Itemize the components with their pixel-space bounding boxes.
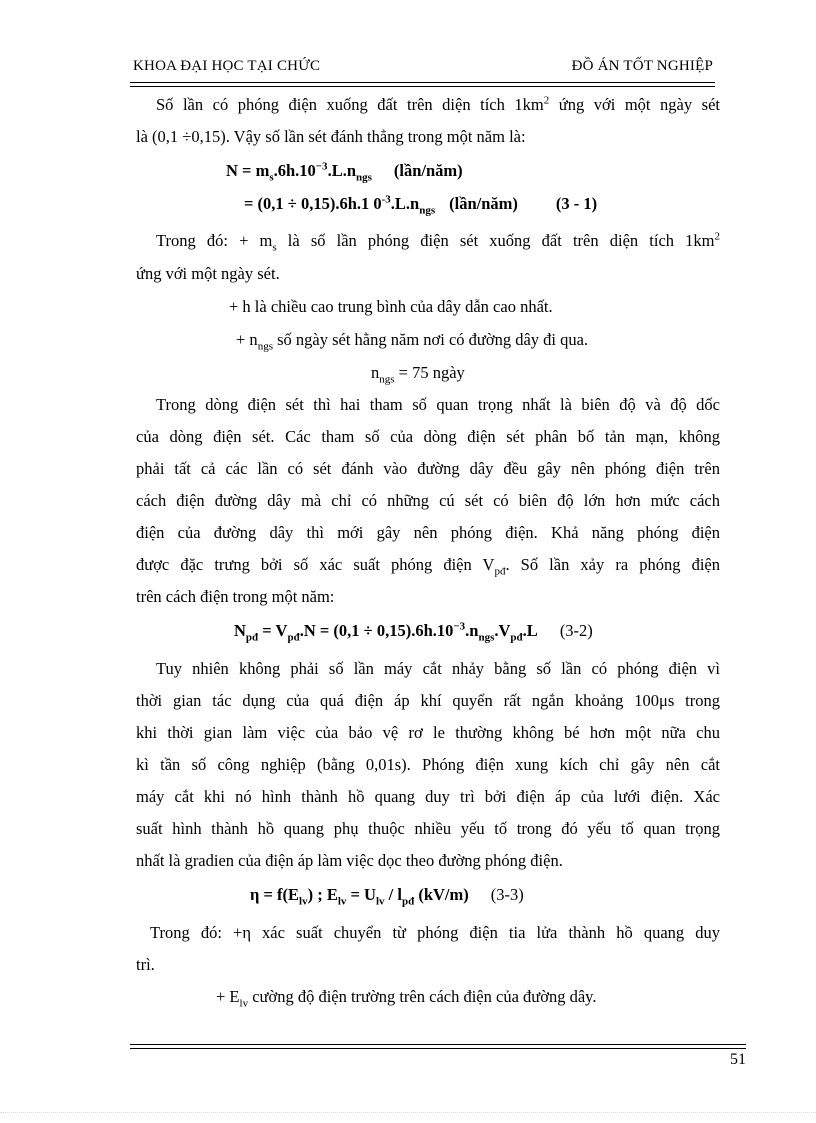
paragraph-line: Trong dòng điện sét thì hai tham số quan trọng nhất là biên độ và độ dốc <box>156 395 720 414</box>
footer-rule <box>130 1044 746 1049</box>
page-edge <box>0 1112 816 1114</box>
paragraph-line: được đặc trưng bởi số xác suất phóng điện $V_{pđ}$. Số lần xảy ra phóng điện <box>136 555 720 578</box>
paragraph-line: Số lần có phóng điện xuống đất trên diện tích $1km^2$ ứng với một ngày sét <box>156 94 720 114</box>
header-rule <box>130 82 715 87</box>
paragraph-line: điện của đường dây thì mới gây nên phóng điện. Khả năng phóng điện <box>136 523 720 542</box>
paragraph-line: $n_{ngs} = 75$ ngày <box>371 363 465 386</box>
paragraph-line: thời gian tác dụng của quá điện áp khí quyển rất ngắn khoảng 100μs trong <box>136 691 720 710</box>
paragraph-line: trì. <box>136 955 155 974</box>
equation-number: (3-2) <box>559 621 593 640</box>
equation-number: (3 - 1) <box>555 194 598 213</box>
paragraph-line: trên cách điện trong một năm: <box>136 587 335 606</box>
equation-3: $\eta = f(E_{lv})$ ; $E_{lv} = U_{lv} / l_{pđ}$ (kV/m) (3-3) <box>250 885 524 908</box>
page-number: 51 <box>730 1051 746 1068</box>
paragraph-line: kì tần số công nghiệp (bằng 0,01s). Phóng điện xung kích chỉ gây nên cắt <box>136 755 720 774</box>
page-header <box>133 58 713 80</box>
paragraph-line: Trong đó: + $m_s$ là số lần phóng điện sét xuống đất trên diện tích $1km^2$ <box>156 230 720 254</box>
paragraph-line: suất hình thành hồ quang phụ thuộc nhiều yếu tố trong đó yếu tố quan trọng <box>136 819 720 838</box>
paragraph-line: của dòng điện sét. Các tham số của dòng điện sét phân bố tản mạn, không <box>136 427 720 446</box>
paragraph-line: là (0,1 ÷0,15). Vậy số lần sét đánh thẳng trong một năm là: <box>136 127 526 146</box>
header-thesis-title: ĐỒ ÁN TỐT NGHIỆP <box>571 58 713 74</box>
equation-number: (3-3) <box>490 885 524 904</box>
paragraph-line: khi thời gian làm việc của bảo vệ rơ le thường không bé hơn một nữa chu <box>136 723 720 742</box>
paragraph-line: ứng với một ngày sét. <box>136 264 280 283</box>
paragraph-line: phải tất cả các lần có sét đánh vào đường dây đều gây nên phóng điện trên <box>136 459 720 478</box>
paragraph-line: + h là chiều cao trung bình của dây dẫn cao nhất. <box>229 297 553 316</box>
header-faculty: KHOA ĐẠI HỌC TẠI CHỨC <box>133 58 321 74</box>
paragraph-line: nhất là gradien của điện áp làm việc dọc theo đường phóng điện. <box>136 851 563 870</box>
paragraph-line: + $E_{lv}$ cường độ điện trường trên cách điện của đường dây. <box>216 987 597 1010</box>
paragraph-line: Trong đó: +η xác suất chuyển từ phóng điện tia lửa thành hồ quang duy <box>150 923 720 942</box>
paragraph-line: Tuy nhiên không phải số lần máy cắt nhảy bằng số lần có phóng điện vì <box>156 659 720 678</box>
paragraph-line: máy cắt khi nó hình thành hồ quang duy trì bởi điện áp của lưới điện. Xác <box>136 787 720 806</box>
paragraph-line: cách điện đường dây mà chỉ có những cú sét có biên độ lớn hơn mức cách <box>136 491 720 510</box>
equation-1-continued: = (0,1 ÷ 0,15).6h.1 $0^{-3}.L.n_{ngs}$ (lần/năm) (3 - 1) <box>244 193 598 217</box>
paragraph-line: + $n_{ngs}$ số ngày sét hằng năm nơi có đường dây đi qua. <box>236 330 589 353</box>
equation-2: $N_{pđ} = V_{pđ}.N = (0,1 \div 0,15).6h.10^{-3}.n_{ngs}.V_{pđ}.L$ (3-2) <box>234 620 593 644</box>
equation-1: $N = m_s.6h.10^{-3}.L.n_{ngs}$ (lần/năm) <box>226 160 463 184</box>
